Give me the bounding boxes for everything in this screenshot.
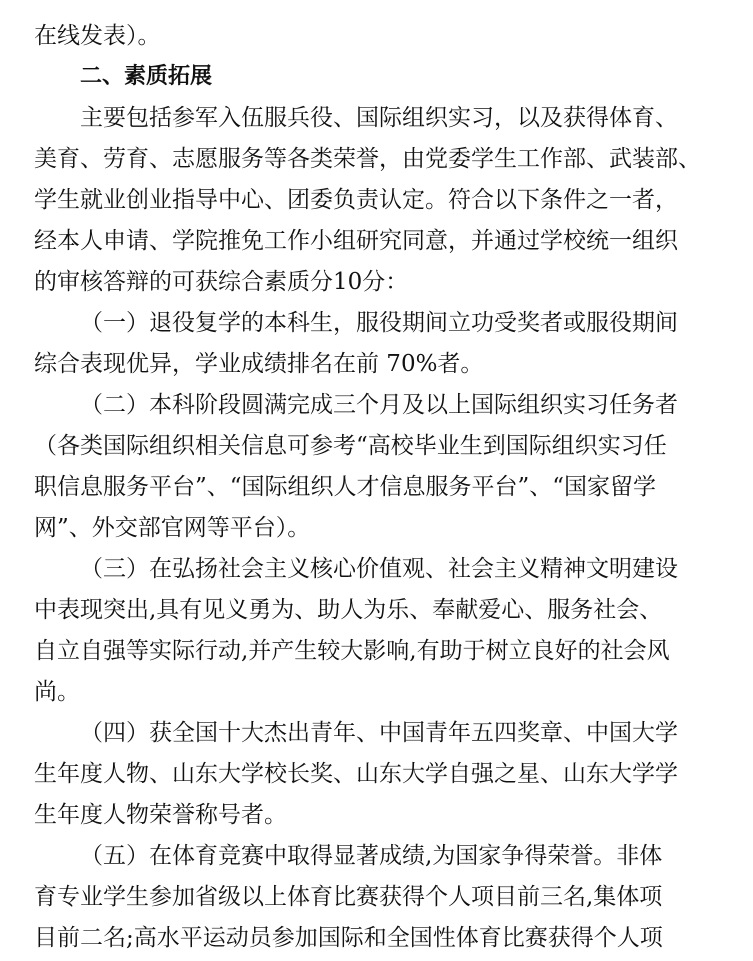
text-line-8: （一）退役复学的本科生，服役期间立功受奖者或服役期间 [80,310,678,336]
text-line-14: （三）在弘扬社会主义核心价值观、社会主义精神文明建设 [80,556,678,582]
text-line-16: 自立自强等实际行动,并产生较大影响,有助于树立良好的社会风 [34,638,670,664]
text-line-10: （二）本科阶段圆满完成三个月及以上国际组织实习任务者 [80,392,678,418]
text-line-12: 职信息服务平台”、“国际组织人才信息服务平台”、“国家留学 [34,474,657,500]
text-line-21: （五）在体育竞赛中取得显著成绩,为国家争得荣誉。非体 [80,843,663,869]
text-line-18: （四）获全国十大杰出青年、中国青年五四奖章、中国大学 [80,720,678,746]
text-line-6: 经本人申请、学院推免工作小组研究同意，并通过学校统一组织 [34,228,678,254]
text-line-11: （各类国际组织相关信息可参考“高校毕业生到国际组织实习任 [34,433,667,459]
text-line-23: 目前二名;高水平运动员参加国际和全国性体育比赛获得个人项 [34,925,663,951]
text-line-9: 综合表现优异，学业成绩排名在前 70%者。 [34,351,484,377]
text-line-20: 生年度人物荣誉称号者。 [34,802,287,828]
text-line-17: 尚。 [34,679,80,705]
text-line-7: 的审核答辩的可获综合素质分10分： [34,269,409,295]
text-line-3: 主要包括参军入伍服兵役、国际组织实习，以及获得体育、 [80,105,678,131]
text-line-15: 中表现突出,具有见义勇为、助人为乐、奉献爱心、服务社会、 [34,597,663,623]
text-line-19: 生年度人物、山东大学校长奖、山东大学自强之星、山东大学学 [34,761,678,787]
text-line-5: 学生就业创业指导中心、团委负责认定。符合以下条件之一者， [34,187,678,213]
text-line-1: 在线发表）。 [34,23,161,49]
text-line-13: 网”、外交部官网等平台）。 [34,515,311,541]
section-heading: 二、素质拓展 [80,64,213,89]
text-line-4: 美育、劳育、志愿服务等各类荣誉，由党委学生工作部、武装部、 [34,146,701,172]
text-line-22: 育专业学生参加省级以上体育比赛获得个人项目前三名,集体项 [34,884,663,910]
